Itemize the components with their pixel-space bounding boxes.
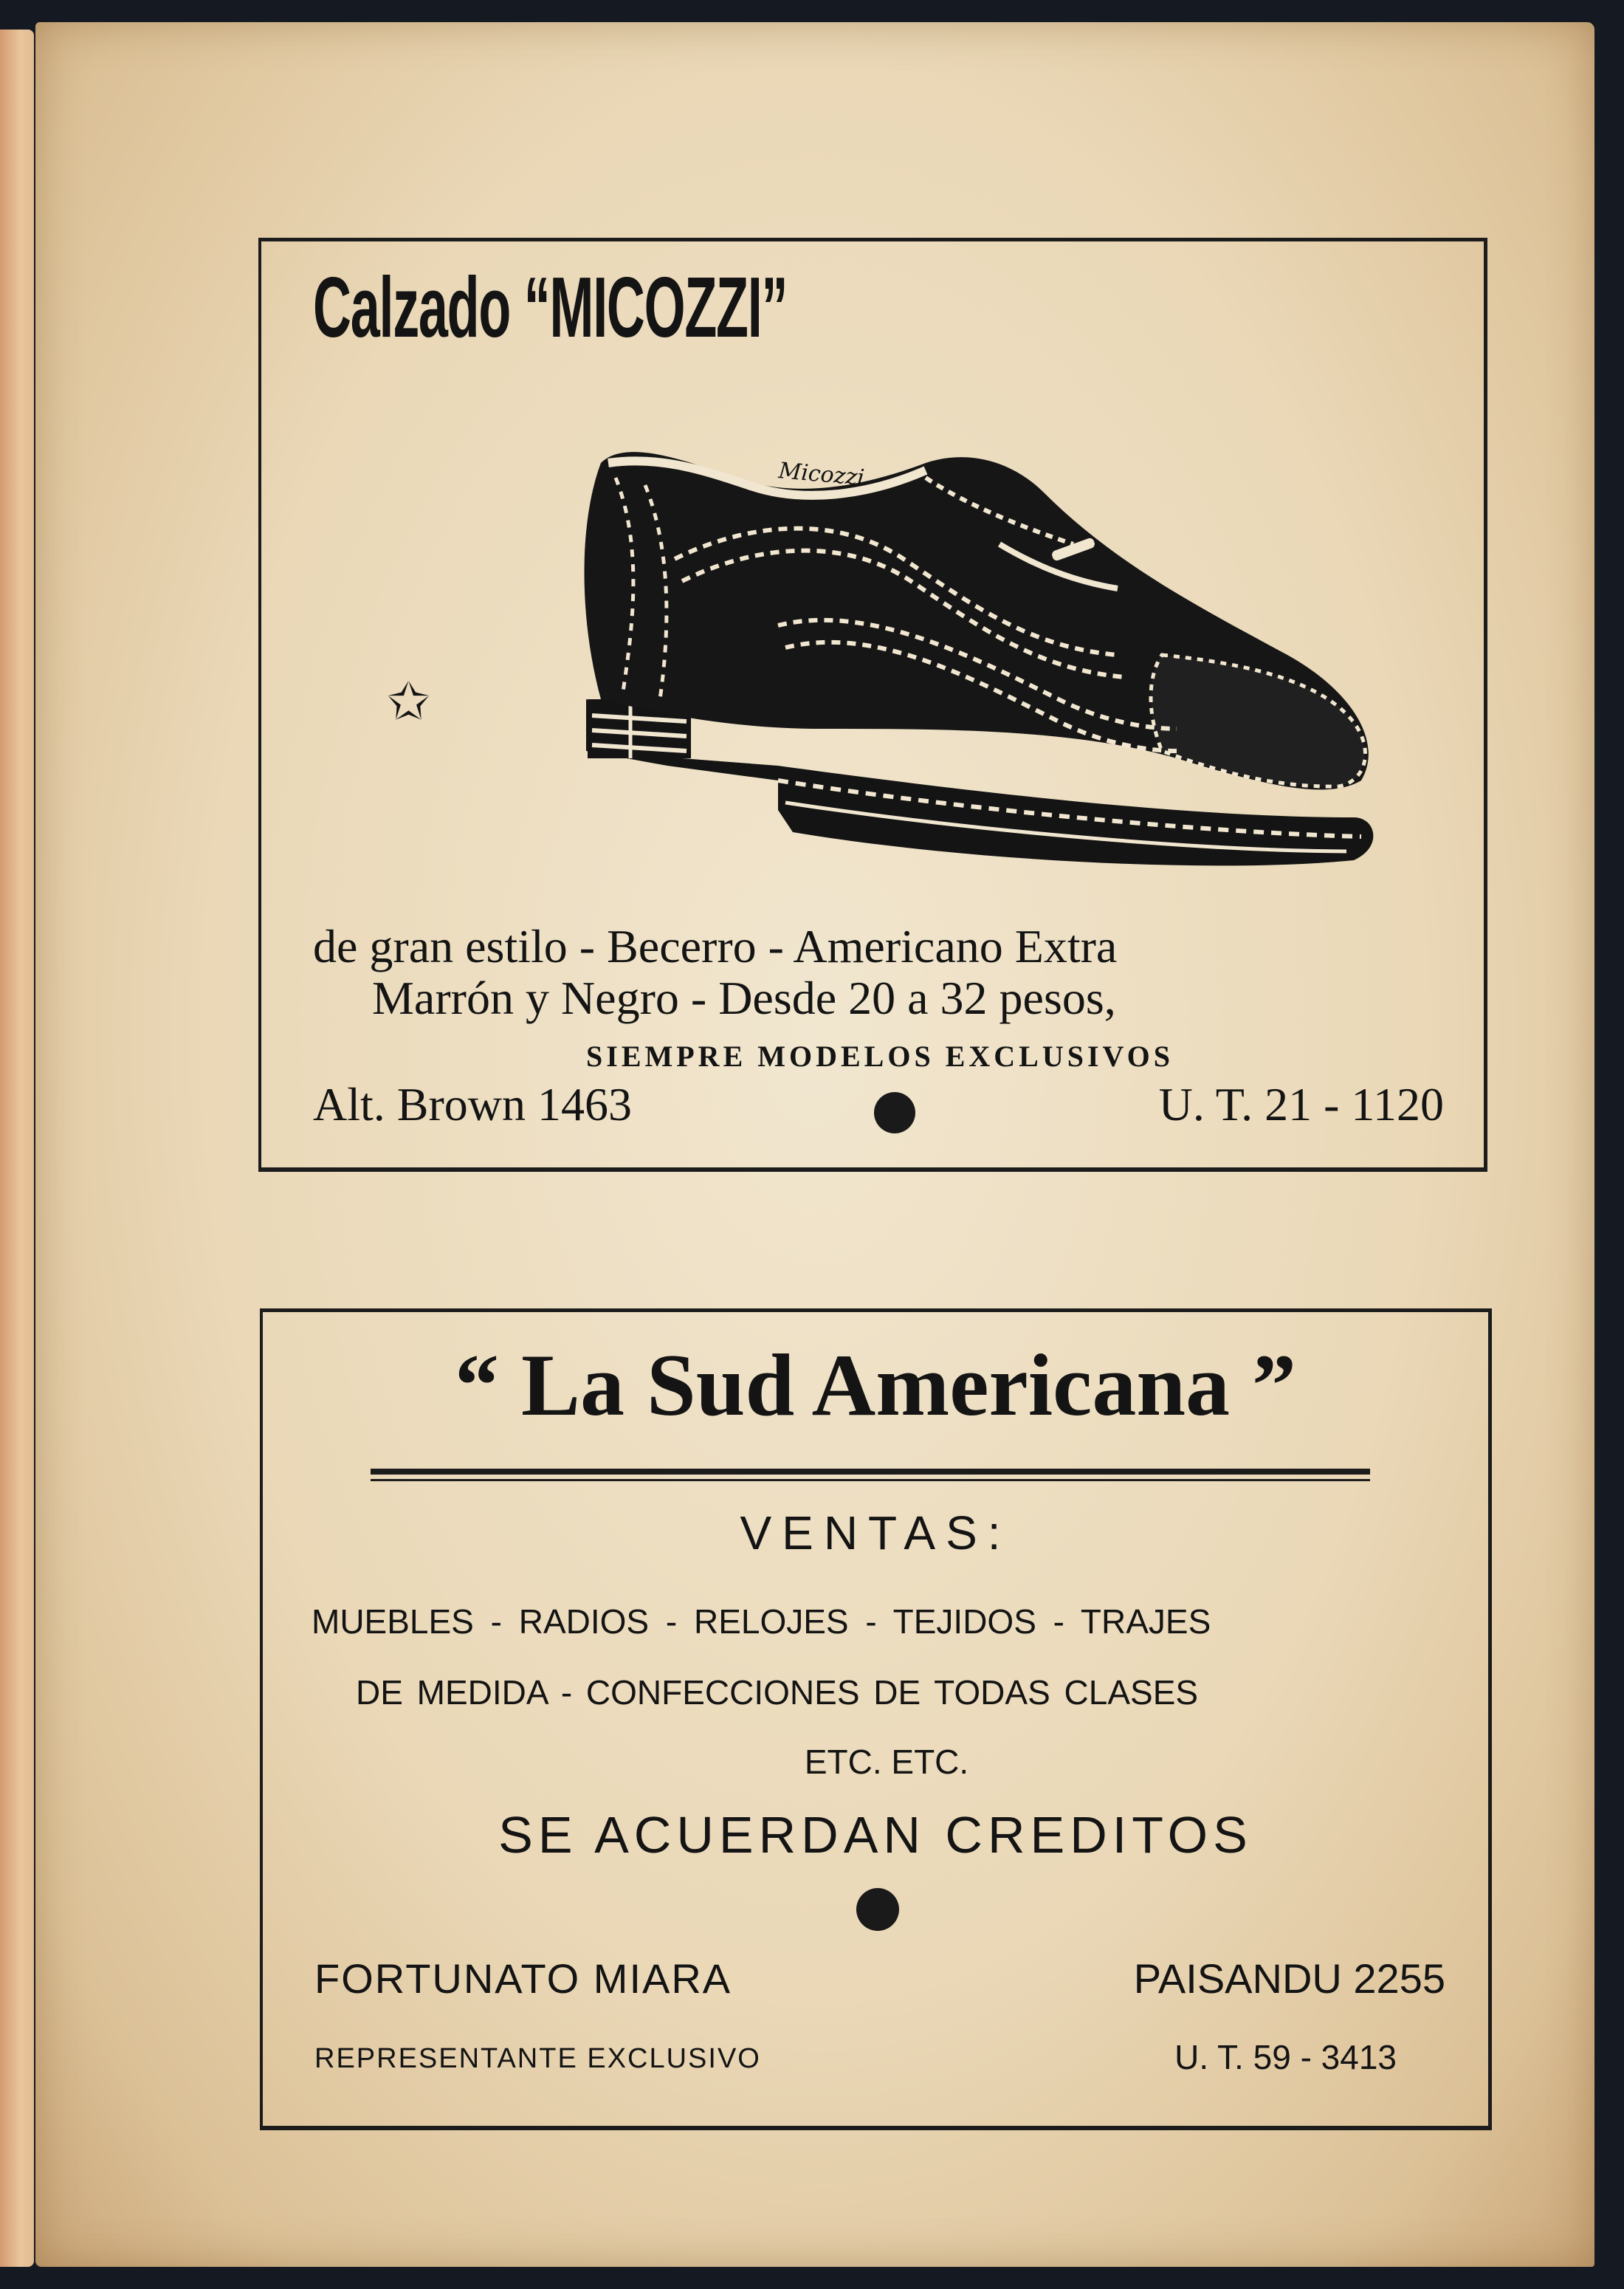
micozzi-slogan: SIEMPRE MODELOS EXCLUSIVOS <box>586 1040 1174 1073</box>
owner-name: FORTUNATO MIARA <box>314 1955 732 2002</box>
products-line1: MUEBLES - RADIOS - RELOJES - TEJIDOS - TRAJES <box>312 1602 1211 1641</box>
micozzi-description-line1: de gran estilo - Becerro - Americano Extra <box>313 920 1118 972</box>
title-rule <box>371 1469 1370 1475</box>
sud-americana-brand-title: “ La Sud Americana ” <box>454 1336 1297 1434</box>
bullet-dot <box>856 1888 899 1931</box>
sud-americana-phone: U. T. 59 - 3413 <box>1174 2038 1397 2076</box>
shoe-illustration <box>557 433 1376 876</box>
shoe-brand-mark: Micozzi <box>777 458 866 492</box>
credit-notice: SE ACUERDAN CREDITOS <box>498 1806 1253 1864</box>
owner-role: REPRESENTANTE EXCLUSIVO <box>314 2043 761 2074</box>
micozzi-address: Alt. Brown 1463 <box>313 1078 632 1130</box>
page-edge <box>0 30 34 2267</box>
sud-americana-address: PAISANDU 2255 <box>1133 1955 1445 2002</box>
sud-americana-advertisement <box>260 1308 1492 2130</box>
micozzi-phone: U. T. 21 - 1120 <box>1158 1078 1444 1130</box>
micozzi-description-line2: Marrón y Negro - Desde 20 a 32 pesos, <box>372 972 1116 1024</box>
products-line2: DE MEDIDA - CONFECCIONES DE TODAS CLASES <box>356 1673 1199 1712</box>
star-icon: ✩ <box>387 671 430 732</box>
micozzi-brand-title: Calzado “MICOZZI” <box>313 259 788 355</box>
ventas-heading: VENTAS: <box>740 1506 1011 1559</box>
title-rule-thin <box>371 1479 1370 1481</box>
micozzi-advertisement <box>258 238 1487 1172</box>
bullet-dot <box>874 1092 915 1133</box>
magazine-page <box>35 22 1594 2267</box>
products-line3: ETC. ETC. <box>804 1743 969 1781</box>
